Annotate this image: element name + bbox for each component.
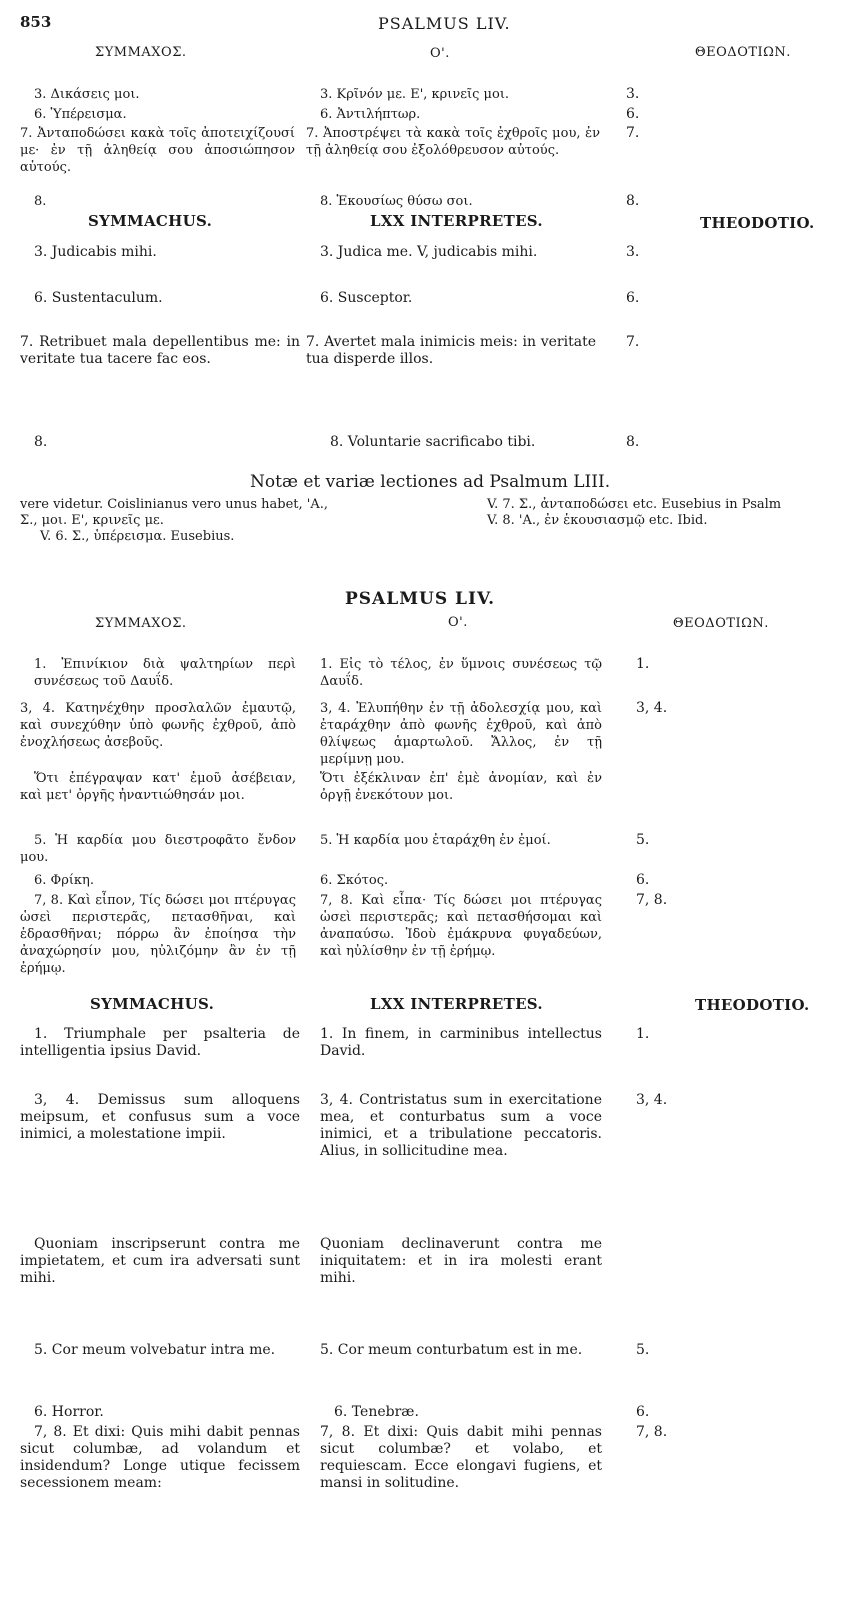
theo-verse-number: 5. [636,832,650,848]
theodotion-latin-head: THEODOTIO. [695,996,810,1014]
theo-verse-number: 3, 4. [636,700,668,716]
lxx-verse: 3, 4. Ἐλυπήθην ἐν τῇ ἀδολεσχίᾳ μου, καὶ ἐταράχθην ἀπὸ φωνῆς ἐχθροῦ, καὶ ἀπὸ θλίψεως ἁμαρτωλοῦ. Ἄλλος, ἐν τῇ μερίμνῃ μου. [320,701,602,767]
note-line: vere videtur. Coislinianus vero unus habet, 'A., [20,497,328,512]
theo-verse-number: 3. [626,86,640,102]
theo-verse-number: 6. [636,872,650,888]
note-line: V. 6. Σ., ὑπέρεισμα. Eusebius. [40,529,235,544]
lxx-verse: 7, 8. Et dixi: Quis dabit mihi pennas sicut columbæ? et volabo, et requiescam. Ecce elongavi fugiens, et mansi in solitudine. [320,1424,602,1491]
theodotion-greek-head: ΘΕΟΔΟΤΙΩΝ. [673,616,769,631]
theo-verse-number: 7, 8. [636,1424,668,1440]
lxx-verse: 6. Σκότος. [320,873,389,888]
sym-verse: 8. [34,434,48,450]
theodotion-latin-head: THEODOTIO. [700,214,815,232]
theo-verse-number: 3. [626,244,640,260]
theo-verse-number: 1. [636,1026,650,1042]
theo-verse-number: 7. [626,125,640,141]
theo-verse-number: 7, 8. [636,892,668,908]
running-title: PSALMUS LIV. [378,14,511,33]
sym-verse: Ὅτι ἐπέγραψαν κατ' ἐμοῦ ἀσέβειαν, καὶ μετ' ὀργῆς ἠναντιώθησάν μοι. [20,771,296,803]
lxx-verse: 6. Ἀντιλήπτωρ. [320,107,421,122]
sym-verse: 6. Φρίκη. [34,873,94,888]
theo-verse-number: 6. [626,290,640,306]
note-line: V. 7. Σ., ἀνταποδώσει etc. Eusebius in Psalm [487,497,782,512]
notes-title: Notæ et variæ lectiones ad Psalmum LIII. [250,472,611,492]
sym-verse: 6. Ὑπέρεισμα. [34,107,127,122]
theo-verse-number: 6. [636,1404,650,1420]
lxx-verse: 8. Ἑκουσίως θύσω σοι. [320,194,473,209]
sym-verse: 7, 8. Καὶ εἶπον, Τίς δώσει μοι πτέρυγας ὡσεὶ περιστερᾶς, πετασθῆναι, καὶ ἑδρασθῆναι; πόρρω ἂν ἐποίησα τὴν ἀναχώρησίν μου, ηὐλιζόμην ἂν ἐν τῇ ἐρήμῳ. [20,893,296,976]
lxx-verse: 6. Susceptor. [320,290,413,306]
lxx-verse: 3. Judica me. V, judicabis mihi. [320,244,538,260]
theo-verse-number: 6. [626,106,640,122]
note-line: Σ., μοι. Ε', κρινεῖς με. [20,513,164,528]
theo-verse-number: 5. [636,1342,650,1358]
lxx-verse: 5. Ἡ καρδία μου ἐταράχθη ἐν ἐμοί. [320,833,551,848]
lxx-verse: Ὅτι ἐξέκλιναν ἐπ' ἐμὲ ἀνομίαν, καὶ ἐν ὀργῇ ἐνεκότουν μοι. [320,771,602,803]
lxx-verse: 3. Κρῖνόν με. Ε', κρινεῖς μοι. [320,87,510,102]
theo-verse-number: 3, 4. [636,1092,668,1108]
lxx-verse: 5. Cor meum conturbatum est in me. [320,1342,583,1358]
sym-verse: 3. Δικάσεις μοι. [34,87,140,102]
lxx-greek-head: Ο'. [448,615,468,630]
lxx-latin-head: LXX INTERPRETES. [370,995,543,1013]
theo-verse-number: 8. [626,193,640,209]
theodotion-greek-head: ΘΕΟΔΟΤΙΩΝ. [695,45,791,60]
sym-verse: 7. Ἀνταποδώσει κακὰ τοῖς ἀποτειχίζουσί με· ἐν τῇ ἀληθείᾳ σου ἀποσιώπησον αὐτούς. [20,126,295,175]
theo-verse-number: 7. [626,334,640,350]
sym-verse: 6. Horror. [34,1404,104,1420]
page-number: 853 [20,13,52,31]
sym-verse: 8. [34,194,47,209]
sym-verse: 1. Triumphale per psalteria de intelligentia ipsius David. [20,1026,300,1059]
psalm-title: PSALMUS LIV. [345,589,496,609]
note-line: V. 8. 'A., ἐν ἑκουσιασμῷ etc. Ibid. [487,513,708,528]
sym-verse: 1. Ἐπινίκιον διὰ ψαλτηρίων περὶ συνέσεως τοῦ Δαυΐδ. [34,657,296,689]
lxx-verse: 7. Ἀποστρέψει τὰ κακὰ τοῖς ἐχθροῖς μου, ἐν τῇ ἀληθείᾳ σου ἐξολόθρευσον αὐτούς. [306,126,600,158]
sym-verse: 3, 4. Demissus sum alloquens meipsum, et confusus sum a voce inimici, a molestatione impii. [20,1092,300,1142]
sym-verse: 5. Cor meum volvebatur intra me. [34,1342,276,1358]
theo-verse-number: 8. [626,434,640,450]
sym-verse: 3, 4. Κατηνέχθην προσλαλῶν ἐμαυτῷ, καὶ συνεχύθην ὑπὸ φωνῆς ἐχθροῦ, ἀπὸ ἐνοχλήσεως ἀσεβοῦς. [20,701,296,750]
lxx-verse: 8. Voluntarie sacrificabo tibi. [330,434,536,450]
sym-verse: 7. Retribuet mala depellentibus me: in veritate tua tacere fac eos. [20,334,300,367]
lxx-verse: 3, 4. Contristatus sum in exercitatione mea, et conturbatus sum a voce inimici, et a tribulatione peccatoris. Alius, in sollicitudine mea. [320,1092,602,1159]
lxx-verse: 1. Εἰς τὸ τέλος, ἐν ὕμνοις συνέσεως τῷ Δαυΐδ. [320,657,602,689]
lxx-verse: 7. Avertet mala inimicis meis: in veritate tua disperde illos. [306,334,596,367]
sym-verse: 3. Judicabis mihi. [34,244,157,260]
symmachus-latin-head: SYMMACHUS. [88,212,213,230]
sym-verse: 6. Sustentaculum. [34,290,163,306]
lxx-verse: Quoniam declinaverunt contra me iniquitatem: et in ira molesti erant mihi. [320,1236,602,1286]
sym-verse: 5. Ἡ καρδία μου διεστροφᾶτο ἔνδον μου. [20,833,296,865]
lxx-greek-head: Ο'. [430,46,450,61]
symmachus-latin-head: SYMMACHUS. [90,995,215,1013]
symmachus-greek-head: ΣΥΜΜΑΧΟΣ. [95,616,187,631]
lxx-latin-head: LXX INTERPRETES. [370,212,543,230]
symmachus-greek-head: ΣΥΜΜΑΧΟΣ. [95,45,187,60]
sym-verse: Quoniam inscripserunt contra me impietatem, et cum ira adversati sunt mihi. [20,1236,300,1286]
lxx-verse: 6. Tenebræ. [334,1404,419,1420]
lxx-verse: 1. In finem, in carminibus intellectus David. [320,1026,602,1059]
lxx-verse: 7, 8. Καὶ εἶπα· Τίς δώσει μοι πτέρυγας ὡσεὶ περιστερᾶς; καὶ πετασθήσομαι καὶ ἀναπαύσω. Ἰδοὺ ἐμάκρυνα φυγαδεύων, καὶ ηὐλίσθην ἐν τῇ ἐρήμῳ. [320,893,602,959]
sym-verse: 7, 8. Et dixi: Quis mihi dabit pennas sicut columbæ, ad volandum et insidendum? Longe utique fecissem secessionem meam: [20,1424,300,1491]
theo-verse-number: 1. [636,656,650,672]
